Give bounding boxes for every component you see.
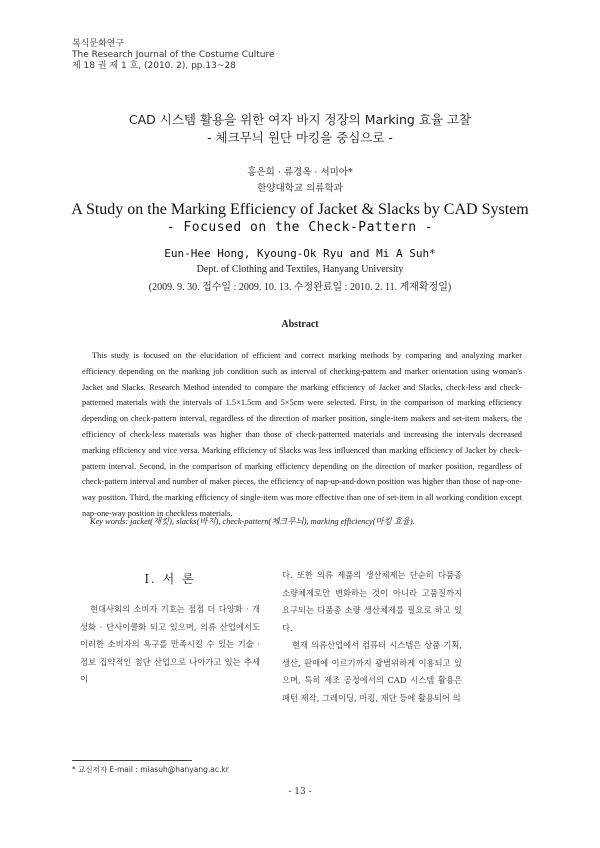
dept-en: Dept. of Clothing and Textiles, Hanyang University: [196, 264, 404, 275]
affiliation-ko: 한양대학교 의류학과: [257, 183, 343, 194]
submission-dates: (2009. 9. 30. 접수일 : 2009. 10. 13. 수정완료일 : 2010. 2. 11. 게재확정일): [148, 282, 452, 293]
left-column: [80, 570, 260, 689]
title-en-main: A Study on the Marking Efficiency of Jacket & Slacks by CAD System: [71, 201, 529, 218]
right-column: [282, 567, 462, 707]
title-ko-sub: - 체크무늬 원단 마킹을 중심으로 -: [207, 130, 393, 145]
title-en-sub: - Focused on the Check-Pattern -: [166, 220, 434, 235]
intro-paragraph-right-2: 현재 의류산업에서 컴퓨터 시스템은 상품 기획, 생산, 판매에 이르기까지 광범위하게 이용되고 있으며, 특히 제조 공정에서의 CAD 시스템 활용은 패턴 제작, 그레이딩, 마킹, 재단 등에 활용되어 의: [282, 640, 462, 703]
keywords: Key words: jacket(재킷), slacks(바지), check-pattern(체크무늬), marking efficiency(마킹 효율).: [90, 517, 415, 526]
title-ko-main: CAD 시스템 활용을 위한 여자 바지 정장의 Marking 효율 고찰: [128, 112, 472, 127]
footnote-divider: [72, 760, 192, 761]
authors-en: Eun-Hee Hong, Kyoung-Ok Ryu and Mi A Suh*: [164, 247, 436, 260]
journal-korean-name: 복식문화연구: [72, 39, 125, 49]
journal-english-name: The Research Journal of the Costume Culture: [72, 50, 275, 60]
section-title-introduction: Ⅰ. 서 론: [144, 572, 196, 586]
abstract-text: This study is focused on the elucidation of efficient and correct marking methods by comparing and analyzing marker efficiency depending on the marking job condition such as interval of checking-pattern and marker orientation using woman's Jacket and Slacks. Research Method intended to compare the marking efficiency of Jacket and Slacks, check-less and check- patterned materials with the intervals of 1.5×1.5cm and 5×5cm were selected. First, in the comparison of marking efficiency depending on check-pattern interval, regardless of the direction of marker position, single-item makers and set-item makers, the efficiency of check-less materials was higher than those of check-patterned materials and increasing the intervals decreased marking efficiency and vice versa. Marking efficiency of Slacks was less influenced than marking efficiency of Jacket by check-pattern interval. Second, in the comparison of marking efficiency depending on the direction of marker position, regardless of check-pattern interval and number of maker pieces, the efficiency of nap-up-and-down position was higher than those of nap-one-way position. Third, the marking efficiency of single-item was more effective than one of set-item in all working condition except nap-one-way position in checkless materials.: [82, 351, 522, 518]
intro-paragraph-left: 현대사회의 소비자 기호는 점점 더 다양화 · 개성화 · 단사이클화 되고 있으며, 의류 산업에서도 이러한 소비자의 욕구를 만족시킬 수 있는 기술 · 정보 집약적인 첨단 산업으로 나아가고 있는 추세이: [80, 604, 260, 684]
footnote-corresponding-author: * 교신저자 E-mail : miasuh@hanyang.ac.kr: [72, 765, 229, 774]
journal-header: [72, 39, 275, 72]
authors-ko: 홍은희 · 류경옥 · 서미아*: [247, 167, 353, 178]
journal-issue: 제 18 권 제 1 호, (2010. 2), pp.13~28: [72, 61, 236, 71]
page-number: - 13 -: [288, 787, 312, 797]
abstract-heading: Abstract: [281, 319, 319, 330]
intro-paragraph-right-1: 다. 또한 의류 제품의 생산체제는 단순히 다품종 소량체제로만 변화하는 것이 아니라 고품질까지 요구되는 다품종 소량 생산체제를 필요로 하고 있다.: [282, 570, 462, 633]
